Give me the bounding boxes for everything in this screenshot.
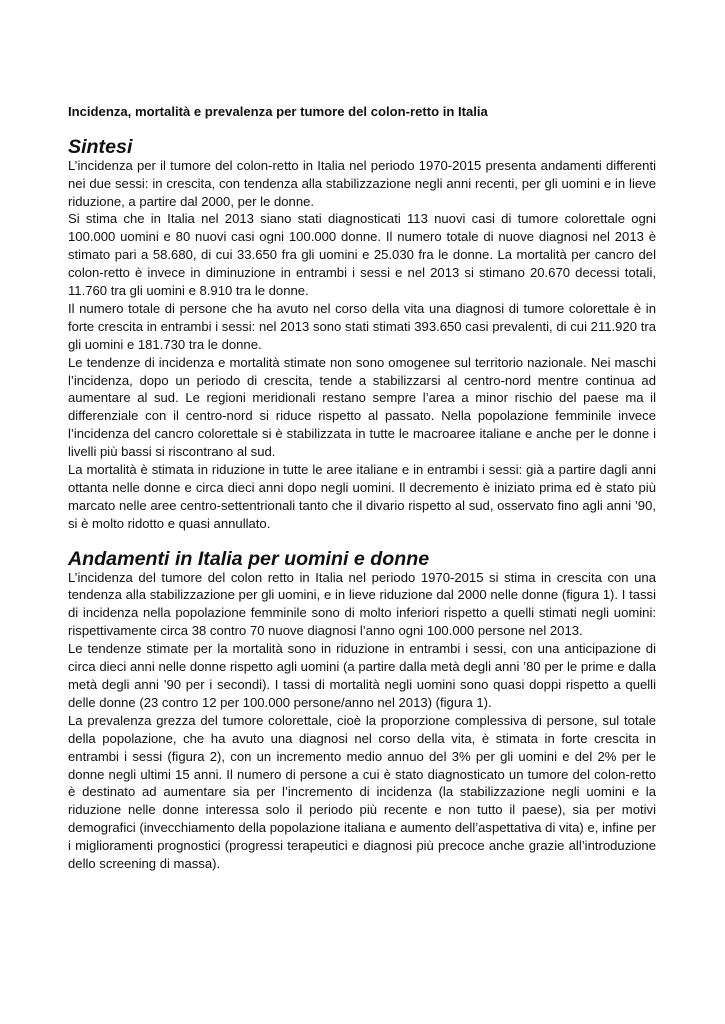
paragraph: Il numero totale di persone che ha avuto nel corso della vita una diagnosi di tumore colorettale è in forte crescita in entrambi i sessi: nel 2013 sono stati stimati 393.650 casi prevalenti, di cui 211.920 tra gli uomini e 181.730 tra le donne. <box>68 300 656 352</box>
paragraph: Si stima che in Italia nel 2013 siano stati diagnosticati 113 nuovi casi di tumore colorettale ogni 100.000 uomini e 80 nuovi casi ogni 100.000 donne. Il numero totale di nuove diagnosi nel 2013 è stimato pari a 58.680, di cui 33.650 fra gli uomini e 25.030 fra le donne. La mortalità per cancro del colon-retto è invece in diminuzione in entrambi i sessi e nel 2013 si stimano 20.670 decessi totali, 11.760 tra gli uomini e 8.910 tra le donne. <box>68 211 656 299</box>
paragraph: La prevalenza grezza del tumore colorettale, cioè la proporzione complessiva di persone, sul totale della popolazione, che ha avuto una diagnosi nel corso della vita, è stimata in forte crescita in entrambi i sessi (figura 2), con un incremento medio annuo del 3% per gli uomini e del 2% per le donne negli ultimi 15 anni. Il numero di persone a cui è stato diagnosticato un tumore del colon-retto è destinato ad aumentare sia per l’incremento di incidenza (la stabilizzazione negli uomini e la riduzione nelle donne interessa solo il periodo più recente e non tutto il paese), sia per motivi demografici (invecchiamento della popolazione italiana e aumento dell’aspettativa di vita) e, infine per i miglioramenti prognostici (progressi terapeutici e diagnosi più precoce anche grazie all’introduzione dello screening di massa). <box>68 712 656 872</box>
paragraph: La mortalità è stimata in riduzione in tutte le aree italiane e in entrambi i sessi: già a partire dagli anni ottanta nelle donne e circa dieci anni dopo negli uomini. Il decremento è iniziato prima ed è stato più marcato nelle aree centro-settentrionali tanto che il divario rispetto al sud, osservato fino agli anni ’90, si è molto ridotto e quasi annullato. <box>68 462 656 531</box>
section-heading: Sintesi <box>68 135 133 158</box>
section-heading: Andamenti in Italia per uomini e donne <box>68 547 430 570</box>
section-andamenti <box>68 547 656 873</box>
paragraph: L’incidenza per il tumore del colon-retto in Italia nel periodo 1970-2015 presenta andamenti differenti nei due sessi: in crescita, con tendenza alla stabilizzazione negli anni recenti, per gli uomini e in lieve riduzione, a partire dal 2000, per le donne. <box>68 157 656 209</box>
section-sintesi <box>68 135 656 533</box>
document-page <box>68 103 656 873</box>
spacer <box>68 121 656 139</box>
paragraph: Le tendenze di incidenza e mortalità stimate non sono omogenee sul territorio nazionale. Nei maschi l’incidenza, dopo un periodo di crescita, tende a stabilizzarsi al centro-nord mentre continua ad aumentare al sud. Le regioni meridionali restano sempre l’area a minor rischio del paese ma il differenziale con il centro-nord si riduce rispetto al passato. Nella popolazione femminile invece l’incidenza del cancro colorettale si è stabilizzata in tutte le macroaree italiane e anche per le donne i livelli più bassi si riscontrano al sud. <box>68 354 656 460</box>
document-title: Incidenza, mortalità e prevalenza per tumore del colon-retto in Italia <box>68 104 488 119</box>
paragraph: Le tendenze stimate per la mortalità sono in riduzione in entrambi i sessi, con una anticipazione di circa dieci anni nelle donne rispetto agli uomini (a partire dalla metà degli anni ’80 per le prime e dalla metà degli anni ’90 per i secondi). I tassi di mortalità negli uomini sono quasi doppi rispetto a quelli delle donne (23 contro 12 per 100.000 persone/anno nel 2013) (figura 1). <box>68 641 656 710</box>
paragraph: L’incidenza del tumore del colon retto in Italia nel periodo 1970-2015 si stima in crescita con una tendenza alla stabilizzazione per gli uomini, e in lieve riduzione dal 2000 nelle donne (figura 1). I tassi di incidenza nella popolazione femminile sono di molto inferiori rispetto a quelli stimati negli uomini: rispettivamente circa 38 contro 70 nuove diagnosi l’anno ogni 100.000 persone nel 2013. <box>68 569 656 639</box>
